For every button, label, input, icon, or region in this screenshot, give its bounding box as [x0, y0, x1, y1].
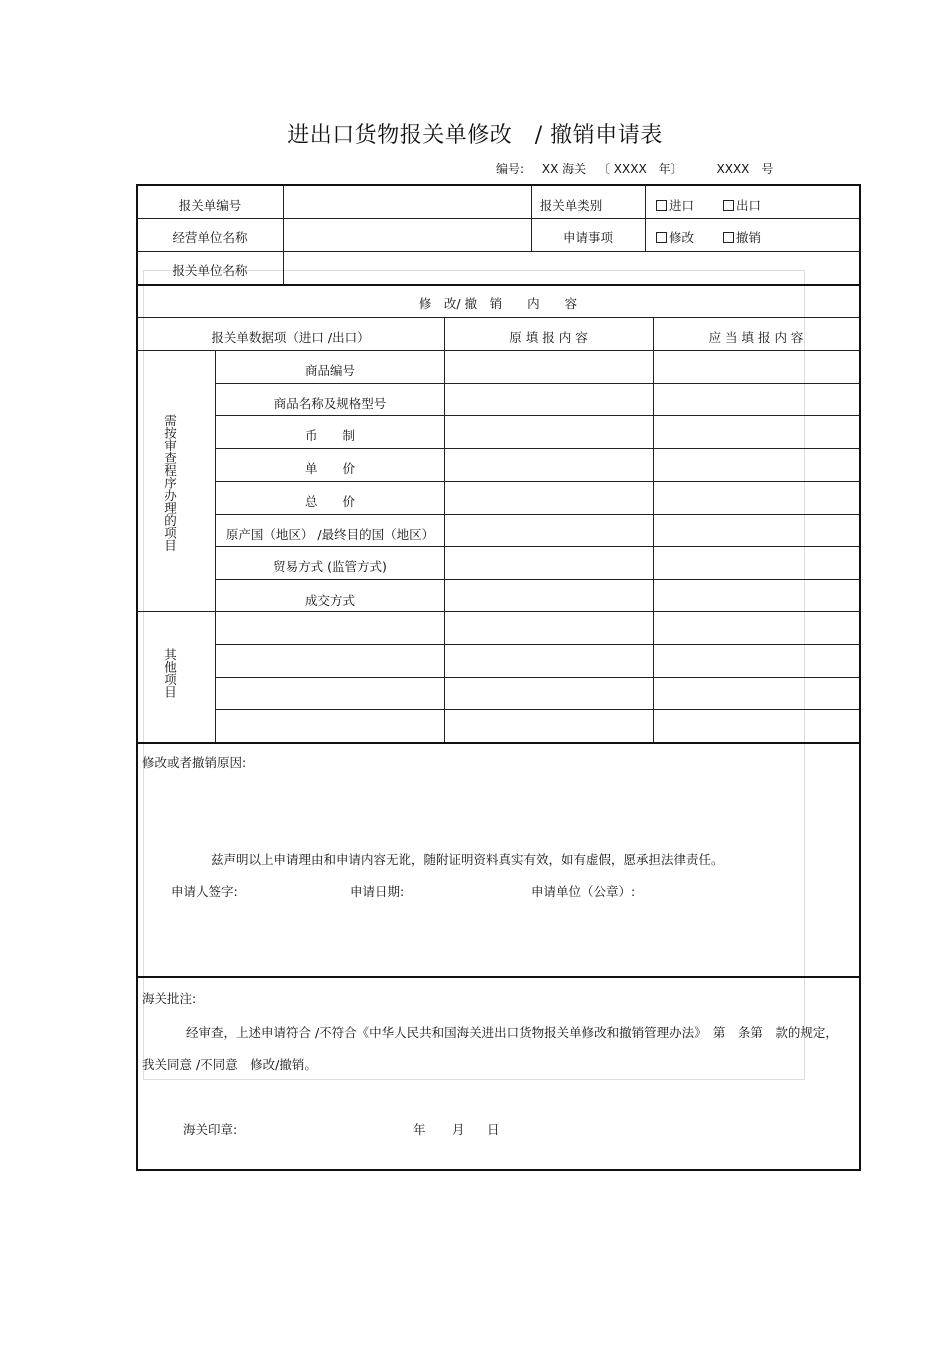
apply-date-label: 申请日期:	[350, 884, 405, 899]
row-divider	[216, 481, 859, 482]
item-label: 单 价	[304, 461, 355, 476]
row-divider	[137, 742, 859, 744]
date-day-label: 日	[487, 1122, 500, 1137]
item-label: 原产国（地区） /最终目的国（地区）	[225, 527, 435, 542]
export-label: 出口	[736, 198, 762, 213]
serial-year: 〔 XXXX 年〕	[597, 162, 683, 176]
cancel-label: 撤销	[736, 230, 762, 245]
serial-label: 编号:	[496, 162, 525, 176]
row-divider	[216, 579, 859, 580]
checkbox-icon	[656, 200, 667, 211]
item-label: 贸易方式 (监管方式)	[273, 559, 387, 574]
item-label: 成交方式	[304, 593, 355, 608]
apply-item-label: 申请事项	[562, 230, 613, 245]
import-checkbox[interactable]	[656, 196, 694, 214]
col-divider	[645, 185, 646, 251]
cancel-checkbox[interactable]	[723, 228, 761, 246]
row-divider	[216, 415, 859, 416]
export-checkbox[interactable]	[723, 196, 761, 214]
item-label: 商品名称及规格型号	[273, 396, 387, 411]
customs-review-text: 经审查，上述申请符合 /不符合《中华人民共和国海关进出口货物报关单修改和撤销管理办法》 第 条第 款的规定，	[186, 1025, 838, 1040]
col-divider	[653, 317, 654, 742]
col-header-original: 原 填 报 内 容	[509, 330, 588, 345]
operator-field[interactable]	[286, 221, 528, 249]
declaration-no-field[interactable]	[286, 188, 528, 216]
import-label: 进口	[669, 198, 695, 213]
date-month-label: 月	[452, 1122, 465, 1137]
section-header: 修 改/ 撤 销 内 容	[418, 296, 578, 311]
col-header-should: 应 当 填 报 内 容	[708, 330, 804, 345]
item-label: 币 制	[304, 428, 355, 443]
row-divider	[216, 383, 859, 384]
row-divider	[216, 677, 859, 678]
item-label: 总 价	[304, 494, 355, 509]
reason-label: 修改或者撤销原因:	[142, 755, 247, 770]
row-divider	[137, 611, 859, 612]
row-divider	[137, 284, 859, 286]
checkbox-icon	[723, 232, 734, 243]
row-divider	[137, 251, 859, 252]
checkbox-icon	[656, 232, 667, 243]
checkbox-icon	[723, 200, 734, 211]
col-divider	[444, 317, 445, 742]
declarant-field[interactable]	[286, 254, 856, 282]
group-other-label: 其他项目	[162, 648, 178, 698]
row-divider	[137, 976, 859, 978]
row-divider	[137, 218, 859, 219]
modify-label: 修改	[669, 230, 695, 245]
operator-label: 经营单位名称	[172, 230, 248, 245]
declarant-label: 报关单位名称	[172, 263, 248, 278]
group-review-label: 需按审查程序办理的项目	[162, 414, 178, 552]
reason-field[interactable]	[142, 772, 854, 842]
declaration-type-label: 报关单类别	[539, 198, 603, 213]
declaration-statement: 兹声明以上申请理由和申请内容无讹，随附证明资料真实有效，如有虚假，愿承担法律责任。	[211, 852, 724, 867]
row-divider	[216, 709, 859, 710]
col-divider	[283, 185, 284, 284]
date-year-label: 年	[413, 1122, 426, 1137]
serial-number	[496, 160, 773, 177]
serial-number-part: XXXX 号	[716, 162, 774, 176]
form-title: 进出口货物报关单修改 / 撤销申请表	[287, 123, 663, 148]
customs-decision-text: 我关同意 /不同意 修改/撤销。	[142, 1057, 317, 1072]
modify-checkbox[interactable]	[656, 228, 694, 246]
serial-customs: XX 海关	[541, 162, 587, 176]
row-divider	[216, 514, 859, 515]
row-divider	[137, 317, 859, 318]
customs-seal-label: 海关印章:	[183, 1122, 238, 1137]
row-divider	[216, 644, 859, 645]
row-divider	[216, 448, 859, 449]
row-divider	[216, 546, 859, 547]
declaration-no-label: 报关单编号	[178, 198, 242, 213]
item-label: 商品编号	[304, 363, 355, 378]
col-header-data-item: 报关单数据项（进口 /出口）	[211, 330, 370, 345]
signature-label: 申请人签字:	[171, 884, 238, 899]
row-divider	[137, 350, 859, 351]
apply-unit-label: 申请单位（公章）:	[531, 884, 636, 899]
customs-note-label: 海关批注:	[142, 991, 197, 1006]
